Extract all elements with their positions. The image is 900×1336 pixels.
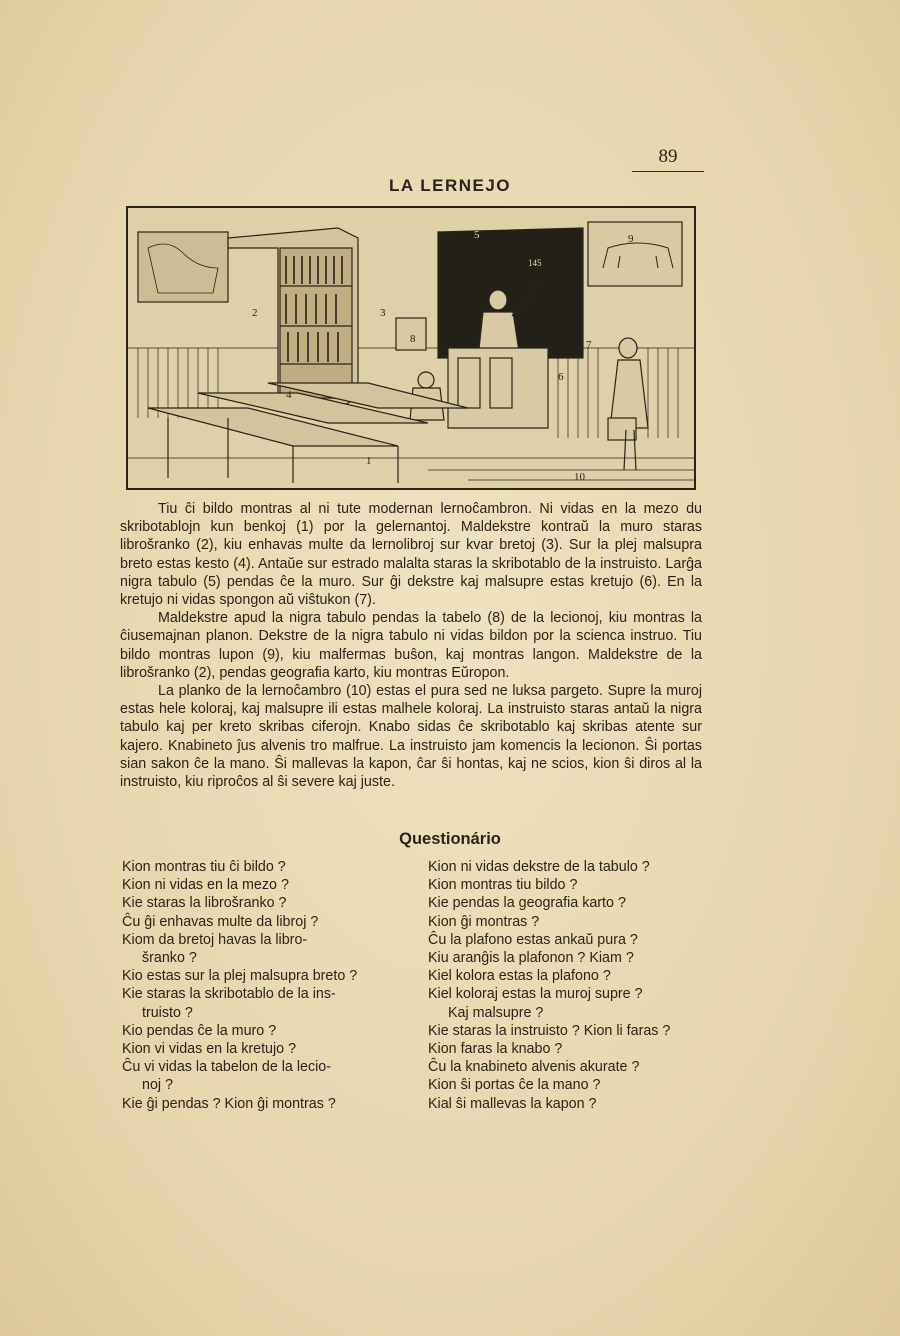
questionnaire-heading: Questionário: [399, 830, 501, 848]
svg-text:145: 145: [528, 258, 542, 268]
paragraph: Tiu ĉi bildo montras al ni tute modernan lernoĉambron. Ni vidas en la mezo du skribotablojn kun benkoj (1) por la gelernantoj. Maldekstre kontraŭ la muro staras librošranko (2), kiu enhavas multe da lernolibroj sur kvar bretoj (3). Sur la plej malsupra breto estas kesto (4). Antaŭe sur estrado malalta staras la skribotablo de la instruisto. Larĝa nigra tabulo (5) pendas ĉe la muro. Sur ĝi dekstre kaj malsupre estas kretujo (6). En la kretujo ni vidas spongon aŭ viŝtukon (7).: [120, 501, 702, 609]
question: Kiel kolora estas la plafono ?: [428, 968, 611, 985]
question: Kion ŝi portas ĉe la mano ?: [428, 1077, 601, 1094]
girl-figure: [608, 338, 648, 470]
question: Kie staras la librošranko ?: [122, 895, 287, 912]
questions-right-column: [428, 858, 708, 1113]
desks-and-benches: [148, 383, 468, 483]
callout-2: 2: [252, 307, 258, 319]
paragraph: La planko de la lernoĉambro (10) estas el pura sed ne luksa pargeto. Supre la muroj estas hele koloraj, kaj malsupre ili estas malhele koloraj. La instruisto staras antaŭ la nigra tabulo kaj per kreto skribas ciferojn. Knabo sidas ĉe skribotablo kaj skribas atente sur kajero. Knabineto ĵus alvenis tro malfrue. La instruisto jam komencis la lecionon. Ŝi portas sian sakon ĉe la mano. Ŝi mallevas la kapon, ĉar ŝi hontas, kaj ne scios, kion ŝi diros al la instruisto, kiu riproĉos al ŝi severe kaj juste.: [120, 683, 702, 791]
callout-3: 3: [380, 307, 386, 319]
question: Kion ĝi montras ?: [428, 913, 540, 930]
page-title: LA LERNEJO: [388, 176, 512, 195]
classroom-illustration: [126, 206, 696, 490]
callout-7: 7: [586, 339, 592, 351]
wolf-picture: [588, 222, 682, 286]
question: Ĉu la plafono estas ankaŭ pura ?: [428, 931, 638, 948]
callout-8: 8: [410, 333, 416, 345]
bookcase: [228, 228, 358, 408]
question: Kie pendas la geografia karto ?: [428, 895, 626, 912]
paragraph: Maldekstre apud la nigra tabulo pendas la tabelo (8) de la lecionoj, kiu montras la ĉiusemajnan planon. Dekstre de la nigra tabulo ni vidas bildon por la scienca instruo. Tiu bildo montras lupon (9), kiu malfermas buŝon, kaj montras langon. Maldekstre de la librošranko (2), pendas geografia karto, kiu montras Eŭropon.: [120, 610, 702, 681]
question: Ĉu ĝi enhavas multe da libroj ?: [122, 913, 319, 930]
question: Ĉu vi vidas la tabelon de la lecio- noj ?: [122, 1059, 332, 1094]
map-of-europe: [138, 232, 228, 302]
question: Kie ĝi pendas ? Kion ĝi montras ?: [122, 1095, 336, 1112]
question: Kio estas sur la plej malsupra breto ?: [122, 968, 358, 985]
questions-left-column: [122, 858, 402, 1113]
callout-5: 5: [474, 229, 480, 241]
teacher-desk: [448, 348, 548, 428]
question: Kiom da bretoj havas la libro- šranko ?: [122, 931, 308, 967]
callout-4: 4: [286, 389, 292, 401]
question: Kio pendas ĉe la muro ?: [122, 1022, 277, 1039]
question: Ĉu la knabineto alvenis akurate ?: [428, 1059, 640, 1076]
page-number: 89: [632, 146, 704, 172]
question: Kion montras tiu ĉi bildo ?: [122, 859, 286, 875]
question: Kion faras la knabo ?: [428, 1041, 563, 1058]
callout-10: 10: [574, 471, 585, 483]
callout-9: 9: [628, 233, 634, 245]
question: Kial ŝi mallevas la kapon ?: [428, 1095, 597, 1112]
body-text: [120, 500, 702, 791]
question: Kion montras tiu bildo ?: [428, 877, 578, 894]
question: Kie staras la instruisto ? Kion li faras ?: [428, 1022, 671, 1039]
callout-1: 1: [366, 455, 372, 467]
question: Kiel koloraj estas la muroj supre ? Kaj malsupre ?: [428, 986, 643, 1021]
question: Kion vi vidas en la kretujo ?: [122, 1041, 297, 1058]
question: Kion ni vidas dekstre de la tabulo ?: [428, 859, 650, 875]
question: Kion ni vidas en la mezo ?: [122, 877, 289, 894]
callout-6: 6: [558, 371, 564, 383]
question: Kiu aranĝis la plafonon ? Kiam ?: [428, 950, 634, 967]
question: Kie staras la skribotablo de la ins- truisto ?: [122, 986, 336, 1021]
parquet-floor: [128, 458, 694, 480]
